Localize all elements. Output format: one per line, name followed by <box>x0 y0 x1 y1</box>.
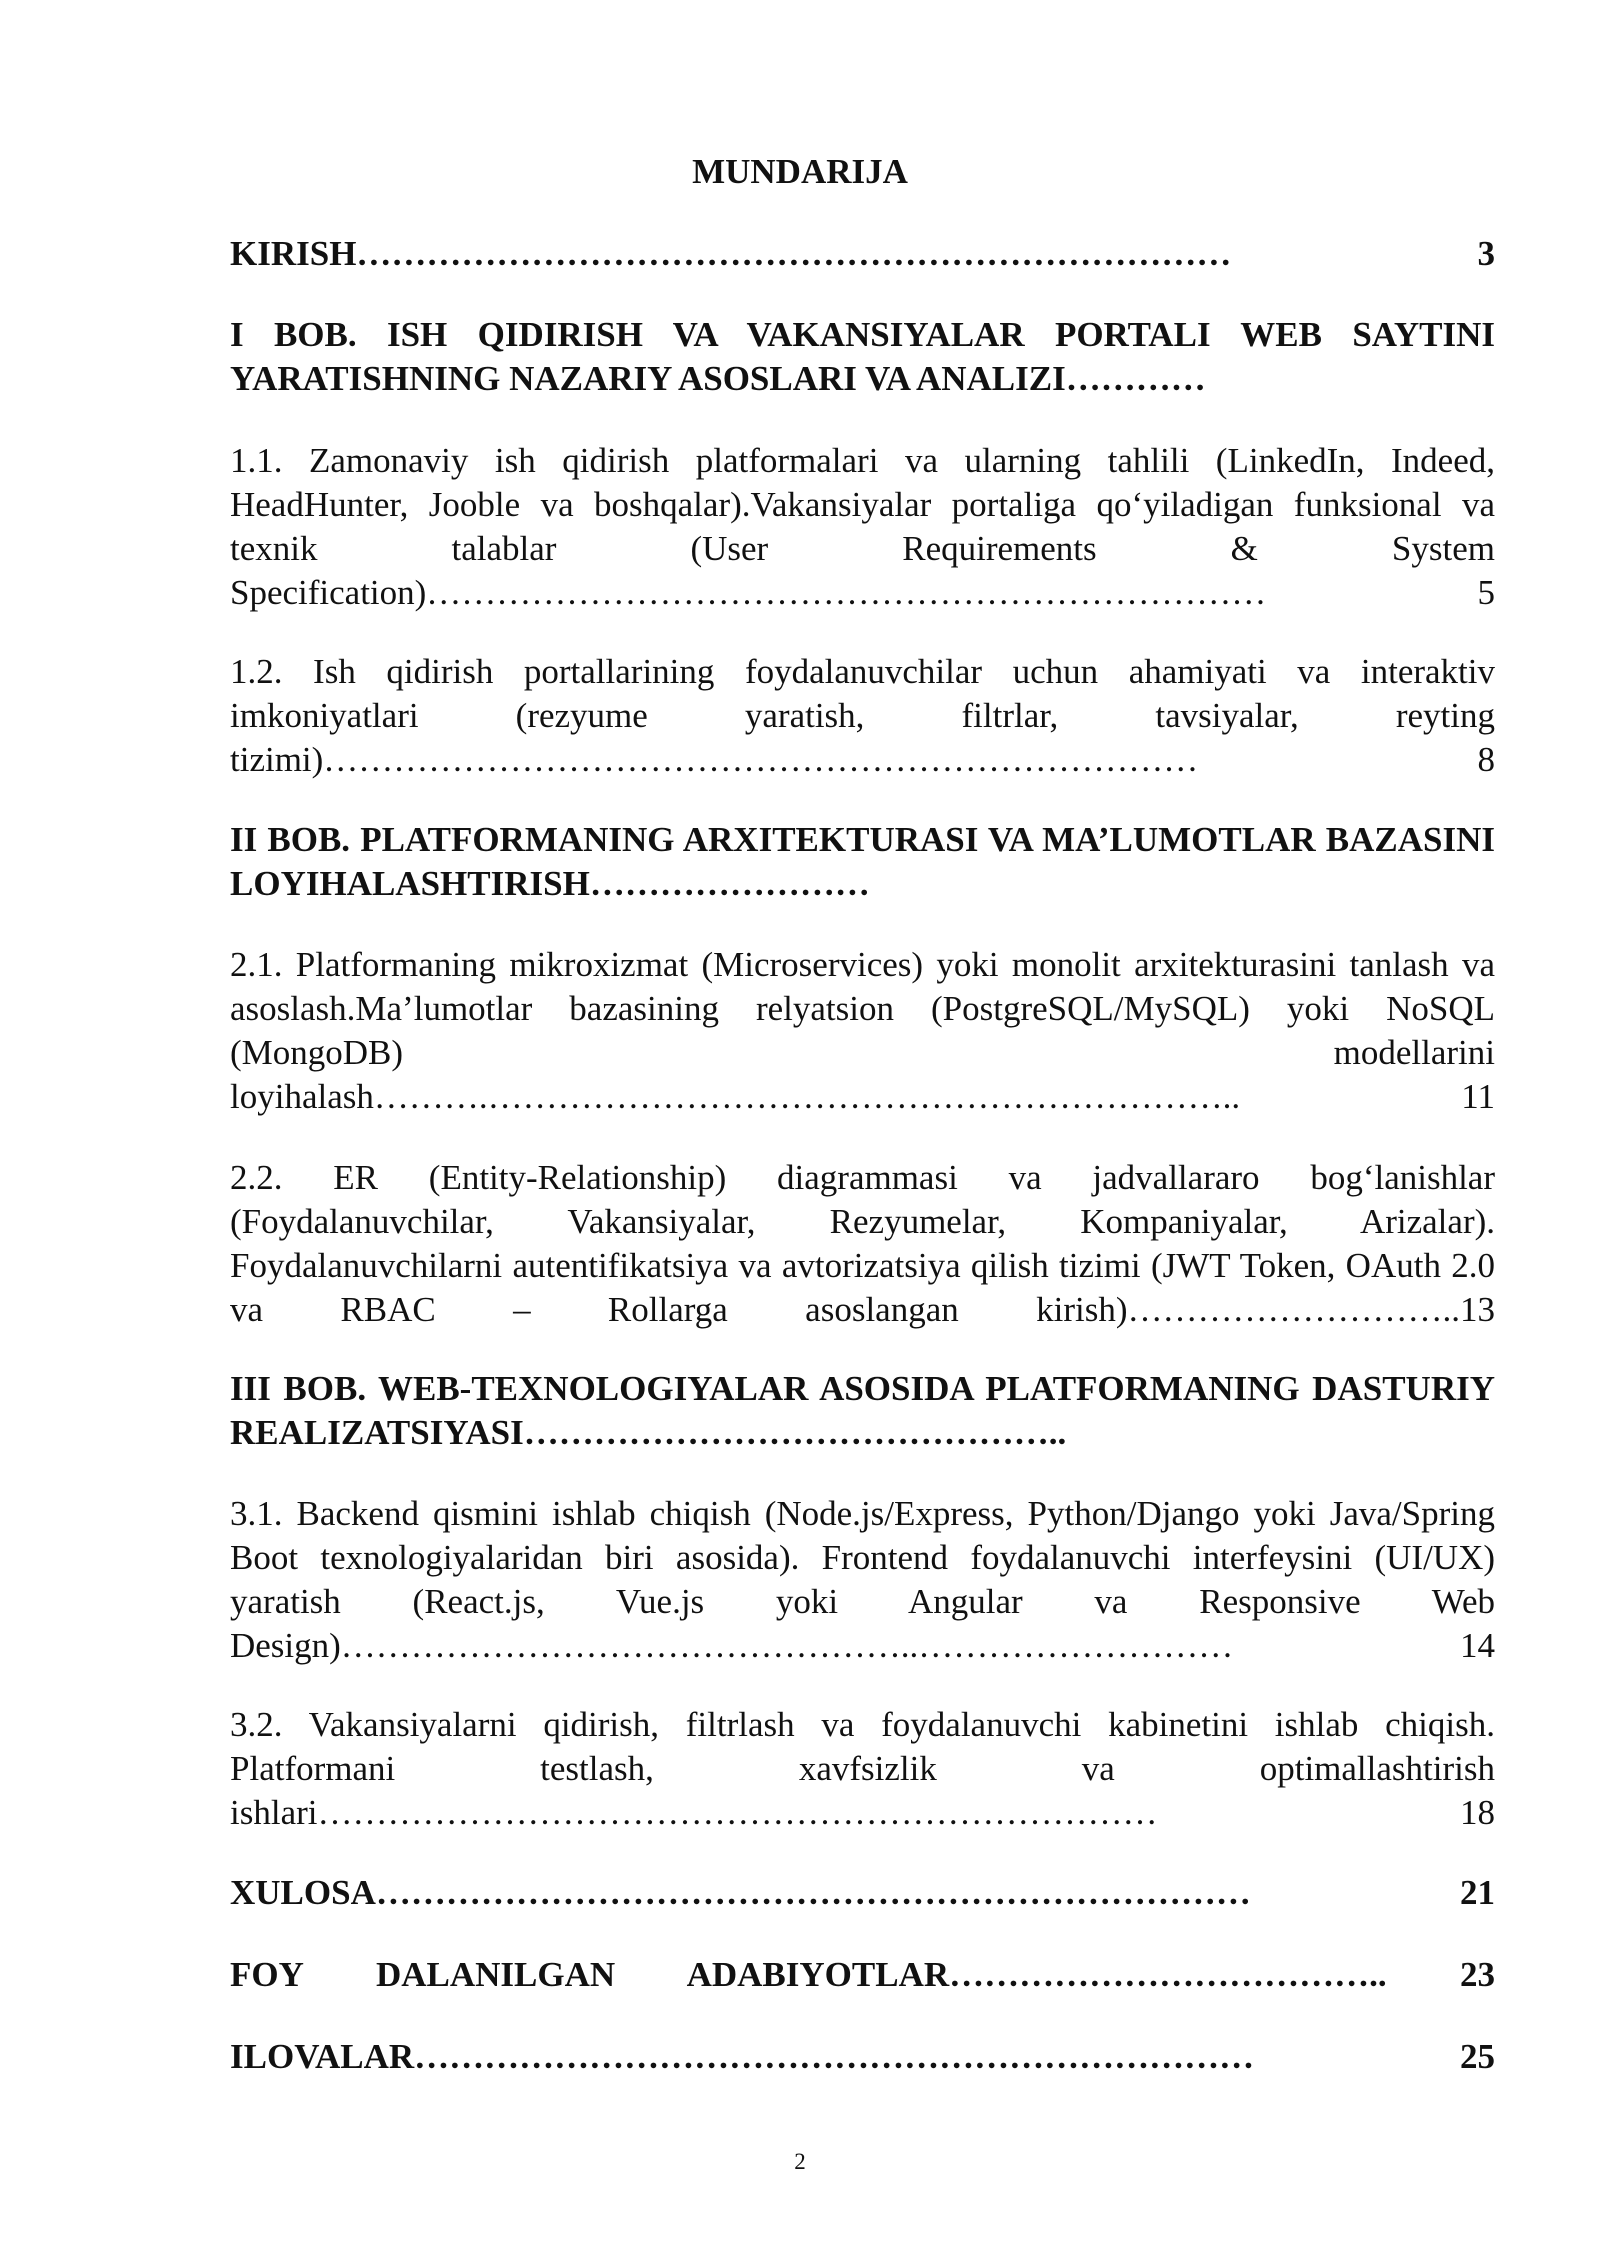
toc-page-number: 25 <box>1460 2037 1495 2076</box>
toc-entry-text: II BOB. PLATFORMANING ARXITEKTURASI VA MA’LUMOTLAR BAZASINI LOYIHALASHTIRISH…………………… <box>230 820 1495 903</box>
toc-entry-1-1 <box>230 439 1495 615</box>
toc-entry-text: 3.1. Backend qismini ishlab chiqish (Node.js/Express, Python/Django yoki Java/Spring Boot texnologiyalaridan biri asosida). Frontend foydalanuvchi interfeysini (UI/UX) yaratish (React.js, Vue.js yoki Angular va Responsive Web Design)…………………………………………..……………………… <box>230 1494 1495 1665</box>
toc-entry-kirish <box>230 232 1495 276</box>
page-number: 2 <box>794 2149 806 2174</box>
toc-page-number: 8 <box>1477 740 1495 779</box>
toc-entry-ilovalar <box>230 2035 1495 2079</box>
toc-page-number: 14 <box>1460 1626 1495 1665</box>
toc-entry-adabiyotlar <box>230 1953 1495 1997</box>
toc-page-number: 21 <box>1460 1873 1495 1912</box>
toc-chapter-2-heading <box>230 818 1495 906</box>
toc-entry-3-1 <box>230 1492 1495 1668</box>
toc-entry-text: 3.2. Vakansiyalarni qidirish, filtrlash va foydalanuvchi kabinetini ishlab chiqish. Platformani testlash, xavfsizlik va optimallashtirish ishlari……………………………………………………………… <box>230 1705 1495 1832</box>
toc-entry-2-1 <box>230 943 1495 1119</box>
toc-entry-xulosa <box>230 1871 1495 1915</box>
toc-page-number: 18 <box>1460 1793 1495 1832</box>
toc-entry-text: XULOSA………………………………………………………………… <box>230 1873 1251 1912</box>
toc-page-number: 13 <box>1460 1290 1495 1329</box>
toc-chapter-1-heading <box>230 313 1495 401</box>
toc-entry-text: FOY DALANILGAN ADABIYOTLAR……………………………….. <box>230 1955 1387 1994</box>
toc-entry-text: 2.2. ER (Entity-Relationship) diagrammasi va jadvallararo bog‘lanishlar (Foydalanuvchilar, Vakansiyalar, Rezyumelar, Kompaniyalar, Arizalar). Foydalanuvchilarni autentifikatsiya va avtorizatsiya qilish tizimi (JWT Token, OAuth 2.0 va RBAC – Rollarga asoslangan kirish)……………………….. <box>230 1158 1495 1329</box>
toc-entry-text: 2.1. Platformaning mikroxizmat (Microservices) yoki monolit arxitekturasini tanlash va asoslash.Ma’lumotlar bazasining relyatsion (PostgreSQL/MySQL) yoki NoSQL (MongoDB) modellarini loyihalash……….……………………………………………………….. <box>230 945 1495 1116</box>
toc-page-number: 11 <box>1461 1077 1495 1116</box>
toc-entry-text: 1.1. Zamonaviy ish qidirish platformalari va ularning tahlili (LinkedIn, Indeed, HeadHunter, Jooble va boshqalar).Vakansiyalar portaliga qo‘yiladigan funksional va texnik talablar (User Requirements & System Specification)……………………………………………………………… <box>230 441 1495 612</box>
toc-entry-text: ILOVALAR……………………………………………………………… <box>230 2037 1255 2076</box>
toc-entry-1-2 <box>230 650 1495 782</box>
toc-chapter-3-heading <box>230 1367 1495 1455</box>
toc-entry-3-2 <box>230 1703 1495 1835</box>
toc-entry-text: 1.2. Ish qidirish portallarining foydalanuvchilar uchun ahamiyati va interaktiv imkoniyatlari (rezyume yaratish, filtrlar, tavsiyalar, reyting tizimi)………………………………………………………………… <box>230 652 1495 779</box>
toc-entry-text: I BOB. ISH QIDIRISH VA VAKANSIYALAR PORTALI WEB SAYTINI YARATISHNING NAZARIY ASOSLARI VA ANALIZI………… <box>230 315 1495 398</box>
toc-page-number: 5 <box>1477 573 1495 612</box>
toc-page-number: 23 <box>1460 1955 1495 1994</box>
toc-page-number: 3 <box>1477 234 1495 273</box>
toc-entry-text: III BOB. WEB-TEXNOLOGIYALAR ASOSIDA PLATFORMANING DASTURIY REALIZATSIYASI……………………………………….. <box>230 1369 1495 1452</box>
toc-entry-2-2 <box>230 1156 1495 1332</box>
toc-title: MUNDARIJA <box>692 152 908 191</box>
toc-entry-text: KIRISH………………………………………………………………… <box>230 234 1232 273</box>
